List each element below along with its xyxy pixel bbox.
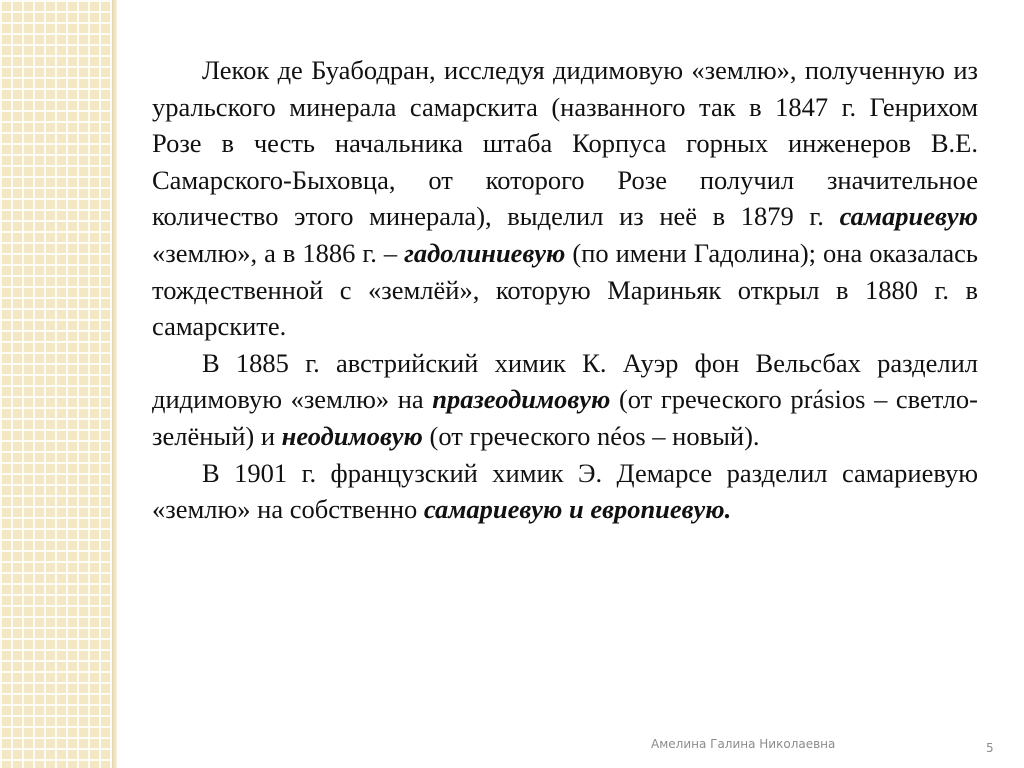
decorative-side-edge bbox=[112, 0, 117, 768]
paragraph-text: «землю», а в 1886 г. – bbox=[152, 237, 405, 268]
paragraph-text: (по имени Гадолина); она оказалась тождественной с «землёй», которую Мариньяк открыл в 1880 г. в самарските. bbox=[152, 237, 978, 342]
slide-text bbox=[152, 52, 978, 528]
footer-author: Амелина Галина Николаевна bbox=[651, 737, 836, 751]
emphasized-term: неодимовую bbox=[281, 420, 423, 451]
emphasized-term: гадолиниевую bbox=[404, 237, 566, 268]
paragraph-text: В 1885 г. австрийский химик К. Ауэр фон Вельсбах разделил дидимовую «землю» на bbox=[152, 347, 978, 415]
emphasized-term: самариевую bbox=[839, 201, 978, 232]
paragraph-text: (от греческого prásios – светло-зелёный) и bbox=[152, 384, 979, 451]
emphasized-term: празеодимовую bbox=[432, 384, 611, 415]
page-number: 5 bbox=[986, 741, 994, 755]
paragraph-text: В 1901 г. французский химик Э. Демарсе разделил самариевую «землю» на собственно bbox=[152, 457, 978, 525]
paragraph-2 bbox=[152, 345, 978, 455]
paragraph-text: Лекок де Буабодран, исследуя дидимовую «землю», полученную из уральского минерала самарскита (названного так в 1847 г. Генрихом Розе в честь начальника штаба Корпуса горных инженеров В.Е. Самарского-Быховца, от которого Розе получил значительное количество этого минерала), выделил из неё в 1879 г. bbox=[152, 55, 978, 232]
paragraph-3 bbox=[152, 455, 978, 528]
emphasized-term: самариевую и европиевую. bbox=[423, 494, 732, 525]
paragraph-text: (от греческого néos – новый). bbox=[422, 420, 760, 451]
decorative-side-strip bbox=[0, 0, 112, 768]
paragraph-1 bbox=[152, 52, 978, 345]
